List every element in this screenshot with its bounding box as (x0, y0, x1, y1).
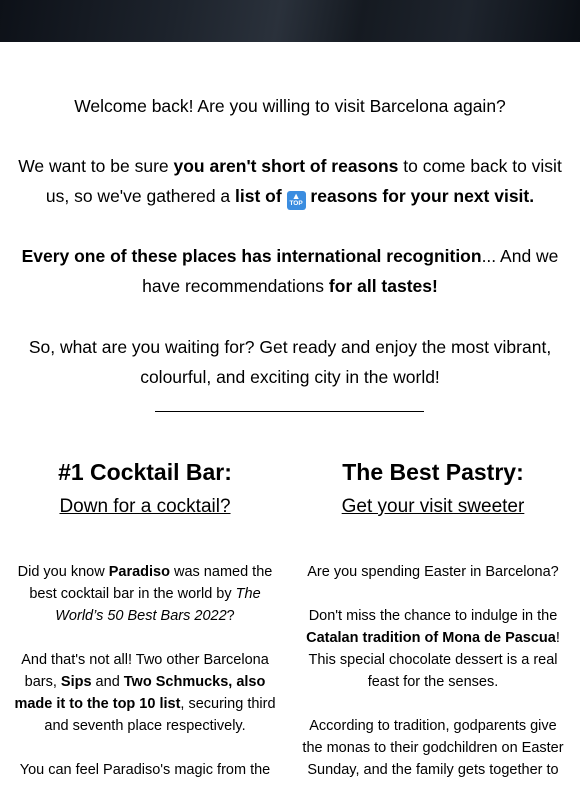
invitation-text: So, what are you waiting for? Get ready and enjoy the most vibrant, colourful, and exciting city in the world! (28, 337, 552, 387)
top-arrow-icon: ▲ TOP (287, 191, 306, 210)
welcome-text: Welcome back! Are you willing to visit Barcelona again? (74, 96, 506, 116)
cocktail-link[interactable]: Down for a cocktail? (59, 496, 231, 517)
cocktail-para-2: And that's not all! Two other Barcelona bars, Sips and Two Schmucks, also made it to the top 10 list, securing third and seventh place respectively. (14, 652, 276, 734)
cocktail-para-3: You can feel Paradiso's magic from the (19, 762, 271, 778)
cocktail-column (10, 452, 280, 803)
pastry-body (298, 561, 568, 781)
recognition-text: Every one of these places has international recognition... And we have recommendations for all tastes! (21, 246, 559, 296)
cocktail-title: #1 Cocktail Bar: (58, 459, 232, 485)
header-banner (0, 0, 580, 42)
divider-line (155, 411, 424, 412)
pastry-column (298, 452, 568, 803)
pastry-para-3: According to tradition, godparents give the monas to their godchildren on Easter Sunday, and the family gets together to (302, 718, 564, 778)
pastry-para-2: Don't miss the chance to indulge in the Catalan tradition of Mona de Pascua! This special chocolate dessert is a real feast for the senses. (306, 608, 560, 690)
pastry-link[interactable]: Get your visit sweeter (341, 496, 525, 517)
pastry-title: The Best Pastry: (342, 459, 524, 485)
cocktail-body (10, 561, 280, 781)
pastry-para-1: Are you spending Easter in Barcelona? (307, 564, 559, 580)
cocktail-para-1: Did you know Paradiso was named the best cocktail bar in the world by The World’s 50 Best Bars 2022? (17, 564, 273, 624)
reasons-text: We want to be sure you aren't short of reasons to come back to visit us, so we've gathered a list of ▲ TOP reasons for your next visit. (10, 151, 570, 211)
